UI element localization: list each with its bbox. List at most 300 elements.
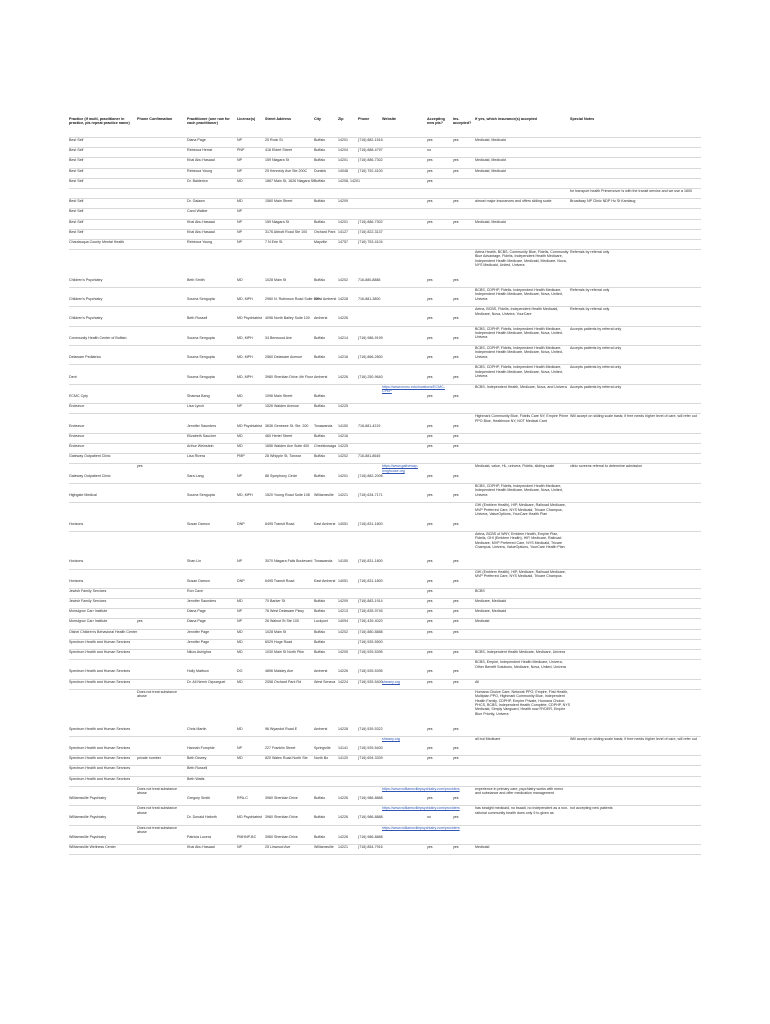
cell-street: 1656 Walden Ave Suite 400 (265, 443, 310, 448)
cell-street: 1867 Main St, 1626 Niagara St (265, 178, 315, 183)
cell-practice: Spectrum Health and Human Services (69, 639, 131, 644)
cell-street: 25 Linwood Ave (265, 844, 291, 849)
cell-phone: 716-881-3800 (358, 297, 381, 302)
cell-accepting: yes (427, 473, 433, 478)
cell-website (382, 777, 427, 786)
cell-special-notes (570, 660, 701, 678)
cell-zip: 14202 (338, 277, 348, 282)
cell-practitioner: Shan Lin (187, 559, 202, 564)
cell-accepting (427, 404, 453, 413)
cell-phone: (716) 539-5322 (358, 726, 383, 731)
cell-special-notes (570, 444, 701, 453)
cell-website[interactable]: shswny.org (382, 736, 400, 741)
table-row (69, 777, 701, 787)
header-practice[interactable]: Practice (If multi, practitioner in practice, pls repeat practice name) (69, 117, 130, 126)
cell-license: MD (237, 199, 243, 204)
cell-accepting: yes (427, 669, 433, 674)
header-special-notes[interactable]: Special Notes (570, 117, 595, 121)
cell-special-notes (570, 680, 701, 689)
cell-zip (338, 209, 358, 218)
cell-street: 1096 Main Street (265, 394, 293, 398)
cell-phone-confirmation (137, 640, 187, 649)
cell-street: 1030 Main St North Pike (265, 650, 304, 655)
cell-practice: Children's Psychiatry (69, 297, 103, 302)
cell-special-notes: Referrals by referral only (570, 287, 610, 292)
cell-special-notes: Accepts patients by referral only (570, 384, 622, 389)
cell-ins-accepted: yes (453, 168, 459, 173)
cell-city: Williamsville (314, 844, 334, 849)
cell-city (314, 766, 338, 775)
cell-practitioner: Dr. Balderion (187, 178, 208, 183)
header-phone[interactable]: Phone (358, 117, 370, 121)
cell-ins-accepted: yes (453, 199, 459, 204)
cell-phone: (716) 835-9745 (358, 609, 383, 614)
cell-insurances (475, 209, 570, 218)
cell-city: Tonawanda (314, 559, 333, 564)
cell-street: 4096 North Bailey Suite 100 (265, 316, 310, 321)
cell-phone-confirmation (137, 766, 187, 775)
cell-accepting: yes (427, 168, 433, 173)
cell-insurances: almost major insurances and offers sliding scale (475, 199, 552, 204)
table-row (69, 589, 701, 599)
cell-zip: 14048 (338, 168, 348, 173)
table-row (69, 756, 701, 766)
cell-ins-accepted: yes (453, 277, 459, 282)
table-row (69, 444, 701, 454)
cell-street: 6495 Transit Road (265, 521, 295, 526)
cell-ins-accepted: yes (453, 219, 459, 224)
cell-insurances (475, 434, 570, 443)
cell-practitioner: Diana Page (187, 609, 206, 614)
cell-city: Buffalo (314, 199, 326, 204)
cell-phone-confirmation (137, 404, 187, 413)
cell-practice: ECMC Cpty (69, 394, 88, 398)
table-row (69, 230, 701, 240)
cell-accepting: yes (427, 423, 433, 428)
cell-phone-confirmation (137, 189, 187, 198)
cell-accepting (427, 640, 453, 649)
cell-city: Buffalo (314, 834, 326, 839)
cell-zip (338, 640, 358, 649)
cell-phone: (716) 831-1800 (358, 559, 383, 564)
cell-phone: (716) 539-5395 (358, 650, 383, 655)
cell-zip: 14208, 14201 (338, 178, 360, 183)
cell-insurances (475, 148, 570, 157)
cell-zip: 14213 (338, 609, 348, 614)
cell-license: DNP (237, 521, 245, 526)
cell-special-notes: clinic screens referral to determine admission (570, 464, 643, 469)
cell-ins-accepted (453, 589, 475, 598)
cell-zip: 14201 (338, 138, 348, 142)
cell-insurances (475, 640, 570, 649)
cell-insurances: Medicaid (475, 844, 490, 849)
cell-practitioner: Hannah Fomphle (187, 745, 215, 750)
cell-street: 3176 Abbott Road Ste 100 (265, 229, 308, 234)
cell-accepting: no (427, 148, 431, 153)
cell-special-notes: Referrals by referral only (570, 250, 610, 255)
cell-practitioner: Beth Russell (187, 316, 208, 321)
cell-license: NP (237, 404, 242, 409)
cell-practice: Children's Psychiatry (69, 316, 103, 321)
cell-special-notes (570, 777, 701, 786)
cell-insurances (475, 444, 570, 453)
header-phone-confirmation[interactable]: Phone Confirmation (137, 117, 173, 121)
cell-insurances (475, 777, 570, 786)
cell-phone: (716) 831-1800 (358, 578, 383, 583)
cell-phone-confirmation (137, 365, 187, 383)
table-row (69, 766, 701, 776)
cell-phone: (716) 886-7302 (358, 219, 383, 224)
table-row (69, 365, 701, 384)
cell-website (382, 169, 427, 178)
cell-ins-accepted: yes (453, 578, 459, 583)
cell-phone-confirmation: Does not treat substance abuse (137, 825, 177, 834)
cell-website (382, 288, 427, 306)
cell-license: NP (237, 209, 242, 214)
cell-website (382, 434, 427, 443)
cell-street (265, 777, 314, 786)
table-row (69, 690, 701, 737)
cell-zip: 14226 (338, 374, 348, 379)
cell-phone-confirmation: Does not treat substance abuse (137, 786, 177, 796)
table-row (69, 179, 701, 189)
table-row (69, 599, 701, 609)
cell-city: West Amherst (314, 297, 337, 302)
cell-special-notes (570, 845, 701, 854)
cell-website (382, 220, 427, 229)
header-accepting[interactable]: Accepting new pts? (427, 117, 445, 126)
cell-phone: (716) 539-5400 (358, 745, 383, 750)
cell-insurances: Aetna, BCBS of WNY, Emblem Health, Empire Plan, Fidelis, GHI (Emblem Health), HIP, Medicare, Railroad Medicare, MVP Preferred Care, NYS Medicaid, Tricare Champus, Univera, ValueOptions, YourCare Health Plan (475, 531, 565, 549)
cell-website (382, 650, 427, 659)
cell-city: Amherst (314, 726, 328, 731)
cell-insurances: Humana Choice Care, Network PPO, Empire, First Health, Multiplan PPO, Highmark Community Blue, Independent Health Family, CDPHP, Empire Private, Humana Choice, PHCS, BCBS, Independent Health Complete, CDPHP, NYS Medicaid, Simply Vanguard, Health now RYDER, Empire Blue Priority, Univera (475, 689, 571, 716)
cell-accepting: yes (427, 650, 433, 655)
cell-website (382, 619, 427, 628)
cell-ins-accepted: yes (453, 138, 459, 142)
header-insurances[interactable]: If yes, which insurance(s) accepted (475, 117, 537, 121)
cell-ins-accepted (453, 189, 475, 198)
cell-website (382, 138, 427, 147)
cell-practitioner: Shamsa Bang (187, 394, 210, 398)
cell-phone-confirmation (137, 327, 187, 345)
cell-special-notes (570, 826, 701, 844)
cell-zip: 14228 (338, 297, 348, 302)
cell-accepting: yes (427, 394, 433, 398)
cell-insurances (475, 404, 570, 413)
cell-street: 3636 Genesee St. Ste. 200 (265, 423, 309, 428)
cell-practitioner: Jennifer Saunders (187, 599, 217, 604)
cell-street: 70 Barker St (265, 599, 285, 604)
cell-practitioner: Chris Martin (187, 726, 207, 731)
cell-zip: 14201 (338, 473, 348, 478)
table-row (69, 414, 701, 433)
cell-practice: Best Self (69, 229, 84, 234)
cell-practitioner: Beth Watts (187, 776, 205, 781)
cell-accepting: yes (427, 158, 433, 163)
cell-special-notes (570, 619, 701, 628)
table-row (69, 404, 701, 414)
cell-practitioner: Elizabeth Saucher (187, 433, 217, 438)
cell-ins-accepted (453, 209, 475, 218)
cell-practitioner: Nikos Ashighra (187, 650, 211, 655)
cell-zip: 14120 (338, 756, 348, 761)
cell-city: Buffalo (314, 473, 326, 478)
cell-city: Lockport (314, 619, 328, 624)
cell-insurances: GHI (Emblem Health), HIP, Medicare, Railroad Medicare, MVP Preferred Care, NYS Medicaid, Tricare Champus (475, 569, 566, 578)
cell-website[interactable]: https://www.williamsvillepsychiatry.com/providers (382, 825, 460, 830)
cell-ins-accepted: yes (453, 609, 459, 614)
cell-zip: 14201 (338, 219, 348, 224)
table-row (69, 464, 701, 483)
cell-practice: Best Self (69, 138, 84, 142)
cell-insurances: Aetna, BCBS, Fidelis, Independent Health Medicaid, Medicare, Nova, Univera, YourCare (475, 307, 559, 316)
cell-ins-accepted (453, 240, 475, 249)
cell-special-notes: Accepts patients by referral only (570, 346, 622, 351)
table-row (69, 250, 701, 288)
cell-practitioner: Diana Page (187, 619, 206, 624)
cell-insurances: BCBS, CDPHP, Fidelis, Independent Health Medicare, Independent Health Medicare, Medicare, Nova, United, Univera (475, 365, 563, 379)
cell-phone-confirmation (137, 454, 187, 463)
header-street[interactable]: Street Address (265, 117, 292, 121)
cell-zip: 14209 (338, 599, 348, 604)
cell-city: Buffalo (314, 650, 326, 655)
cell-practitioner: Holly Mattson (187, 669, 209, 674)
cell-zip (338, 189, 358, 198)
cell-ins-accepted: yes (453, 297, 459, 302)
cell-insurances: Medicaid (475, 619, 490, 624)
cell-website (382, 365, 427, 383)
cell-ins-accepted (453, 777, 475, 786)
header-ins-accepted[interactable]: Ins. accepted? (453, 117, 472, 126)
header-website[interactable]: Website (382, 117, 397, 121)
cell-phone: (716) 439-4020 (358, 619, 383, 624)
cell-phone-confirmation: Does not treat substance abuse (137, 806, 177, 815)
cell-street: 159 Niagara St (265, 158, 289, 163)
cell-city: Buffalo (314, 355, 326, 360)
cell-insurances (475, 630, 570, 639)
cell-practice: Spectrum Health and Human Services (69, 756, 131, 761)
cell-zip: 14202 (338, 454, 348, 459)
cell-phone-confirmation (137, 179, 187, 188)
header-zip[interactable]: Zip (338, 117, 344, 121)
cell-street: 3960 Sheridan Drive (265, 795, 298, 800)
cell-insurances (475, 756, 570, 765)
cell-practice: Community Health Center of Buffalo (69, 335, 127, 340)
cell-ins-accepted: yes (453, 521, 459, 526)
cell-accepting (427, 835, 453, 844)
cell-website (382, 250, 427, 287)
cell-website (382, 532, 427, 569)
cell-accepting: yes (427, 138, 433, 142)
cell-practice: Delaware Pediatrics (69, 355, 101, 360)
cell-city: Buffalo (314, 609, 326, 614)
table-row (69, 288, 701, 307)
spreadsheet (69, 117, 701, 855)
cell-website (382, 660, 427, 678)
cell-license: NP (237, 619, 242, 624)
cell-zip: 14051 (338, 578, 348, 583)
header-city[interactable]: City (314, 117, 321, 121)
cell-special-notes (570, 650, 701, 659)
cell-city: Tonawanda (314, 423, 333, 428)
cell-insurances: Medicaid, Medicaid (475, 219, 506, 224)
cell-license: MD, MPH (237, 355, 253, 360)
cell-practice: Best Self (69, 178, 84, 183)
cell-special-notes (570, 169, 701, 178)
cell-practitioner: Souma Sengupta (187, 374, 215, 379)
cell-website[interactable]: https://www.ecmc.edu/locations/ECMC-CPEP (382, 384, 445, 394)
cell-license: NP (237, 138, 242, 142)
cell-practice: Oishei Children's Behavioral Health Center (69, 629, 138, 634)
cell-practice: Gateway Outpatient Clinic (69, 454, 111, 459)
cell-website[interactable]: https://www.williamsvillepsychiatry.com/providers (382, 806, 460, 811)
cell-phone-confirmation (137, 503, 187, 531)
cell-zip: 14209 (338, 199, 348, 204)
cell-street: 1526 Walden Avenue (265, 404, 299, 409)
cell-phone: (716) 986-8888 (358, 834, 383, 839)
cell-practice: Horizons (69, 559, 84, 564)
cell-ins-accepted: yes (453, 492, 459, 497)
cell-accepting (427, 209, 453, 218)
cell-website (382, 845, 427, 854)
cell-website (382, 404, 427, 413)
cell-zip: 14226 (338, 795, 348, 800)
cell-city: Buffalo (314, 795, 326, 800)
cell-practitioner: Jennifer Saunders (187, 423, 217, 428)
cell-practice: Endeavor (69, 423, 85, 428)
cell-website (382, 609, 427, 618)
cell-special-notes (570, 179, 701, 188)
cell-website (382, 209, 427, 218)
cell-phone-confirmation (137, 777, 187, 786)
cell-practice: Spectrum Health and Human Services (69, 726, 131, 731)
cell-insurances: Medicare, Medicaid (475, 599, 507, 604)
cell-license: MD, MPH (237, 335, 253, 340)
cell-accepting: yes (427, 443, 433, 448)
cell-insurances: BCBS, CDPHP, Fidelis, Independent Health Medicare, Independent Health Medicare, Medicare, Nova, United, Univera (475, 326, 563, 340)
cell-phone (358, 199, 382, 208)
cell-practice: Best Self (69, 209, 84, 214)
cell-zip: 14150 (338, 559, 348, 564)
cell-website (382, 230, 427, 239)
cell-phone-confirmation: yes (137, 619, 143, 624)
cell-website[interactable]: https://www.williamsvillepsychiatry.com/providers (382, 786, 460, 791)
cell-website (382, 240, 427, 249)
cell-ins-accepted (453, 766, 475, 775)
cell-city: Springville (314, 745, 331, 750)
cell-license: MD Psychiatrist (237, 316, 262, 321)
cell-license: NP (237, 229, 242, 234)
cell-practitioner: Gregory Smith (187, 795, 211, 800)
table-row (69, 346, 701, 365)
cell-insurances (475, 189, 570, 198)
cell-street: 1520 Young Road Suite 108 (265, 492, 310, 497)
cell-ins-accepted: yes (453, 443, 459, 448)
cell-ins-accepted (453, 454, 475, 463)
cell-practitioner: Souma Sengupta (187, 335, 215, 340)
cell-zip: 14224 (338, 679, 348, 684)
cell-website[interactable]: shswny.org (382, 679, 400, 684)
cell-phone: (716) 250-9640 (358, 374, 383, 379)
cell-phone-confirmation (137, 288, 187, 306)
cell-street: 3960 Sheridan Drive (265, 815, 298, 820)
cell-city (314, 777, 338, 786)
cell-license: MD (237, 178, 243, 183)
cell-accepting: yes (427, 588, 433, 593)
cell-phone: (716) 882-2006 (358, 473, 383, 478)
cell-street: 2560 Delaware Avenue (265, 355, 303, 360)
cell-street: 34 Benwood Ave (265, 335, 292, 340)
cell-practitioner: Souma Sengupta (187, 492, 215, 497)
cell-insurances (475, 240, 570, 249)
cell-zip: 14226 (338, 669, 348, 674)
cell-insurances: BCBS, CDPHP, Fidelis, Independent Health Medicare, Independent Health Medicare, Medicare, Nova, United, Univera (475, 483, 563, 497)
cell-phone-confirmation: private number (137, 756, 161, 761)
cell-accepting (427, 189, 453, 198)
cell-zip: 14228 (338, 726, 348, 731)
table-row (69, 503, 701, 532)
cell-license: MD, MPH (237, 297, 253, 302)
cell-phone: (716) 539-5500 (358, 639, 383, 644)
header-license[interactable]: License(s) (237, 117, 256, 121)
cell-phone-confirmation (137, 250, 187, 287)
cell-practitioner: Susan Damon (187, 578, 210, 583)
cell-phone (358, 209, 382, 218)
cell-insurances: all but Medicare (475, 736, 501, 741)
cell-street: 3960 Sheridan Drive (265, 834, 298, 839)
cell-practice: Endeavor (69, 404, 85, 409)
cell-ins-accepted: yes (453, 374, 459, 379)
cell-zip: 14204 (338, 148, 348, 153)
cell-accepting: yes (427, 178, 433, 183)
cell-phone: 716-880-8888 (358, 277, 381, 282)
cell-ins-accepted: yes (453, 844, 459, 849)
cell-license: MD (237, 756, 243, 761)
cell-phone-confirmation (137, 599, 187, 608)
cell-accepting: yes (427, 726, 433, 731)
cell-ins-accepted: yes (453, 423, 459, 428)
header-practitioner[interactable]: Practitioner (one row for each practitioner) (187, 117, 230, 126)
cell-phone: (716) 634-7171 (358, 492, 383, 497)
cell-practice: Monsignor Carr Institute (69, 609, 108, 614)
cell-street: 227 Franklin Street (265, 745, 296, 750)
cell-phone: (716) 694-3339 (358, 756, 383, 761)
cell-practitioner: Dr. Donald Haforth (187, 815, 217, 820)
cell-street: 460 Hertel Street (265, 433, 293, 438)
cell-website (382, 346, 427, 364)
cell-phone: (716) 822-3137 (358, 229, 383, 234)
cell-ins-accepted: yes (453, 473, 459, 478)
cell-website (382, 189, 427, 198)
cell-ins-accepted (453, 835, 475, 844)
cell-zip: 14216 (338, 355, 348, 360)
cell-license: MD (237, 394, 243, 398)
cell-insurances (475, 766, 570, 775)
cell-ins-accepted: yes (453, 619, 459, 624)
cell-website[interactable]: https://www.gatheway-longhouse.org (382, 464, 418, 473)
cell-street: 1028 Main St (265, 629, 287, 634)
cell-city: East Amherst (314, 578, 336, 583)
cell-accepting: yes (427, 795, 433, 800)
table-row (69, 327, 701, 346)
cell-practitioner: Souma Sengupta (187, 297, 215, 302)
cell-practitioner: Jennifer Page (187, 639, 210, 644)
cell-city: Buffalo (314, 219, 326, 224)
cell-accepting: yes (427, 844, 433, 849)
cell-special-notes (570, 230, 701, 239)
cell-practitioner: Carol Walker (187, 209, 208, 214)
